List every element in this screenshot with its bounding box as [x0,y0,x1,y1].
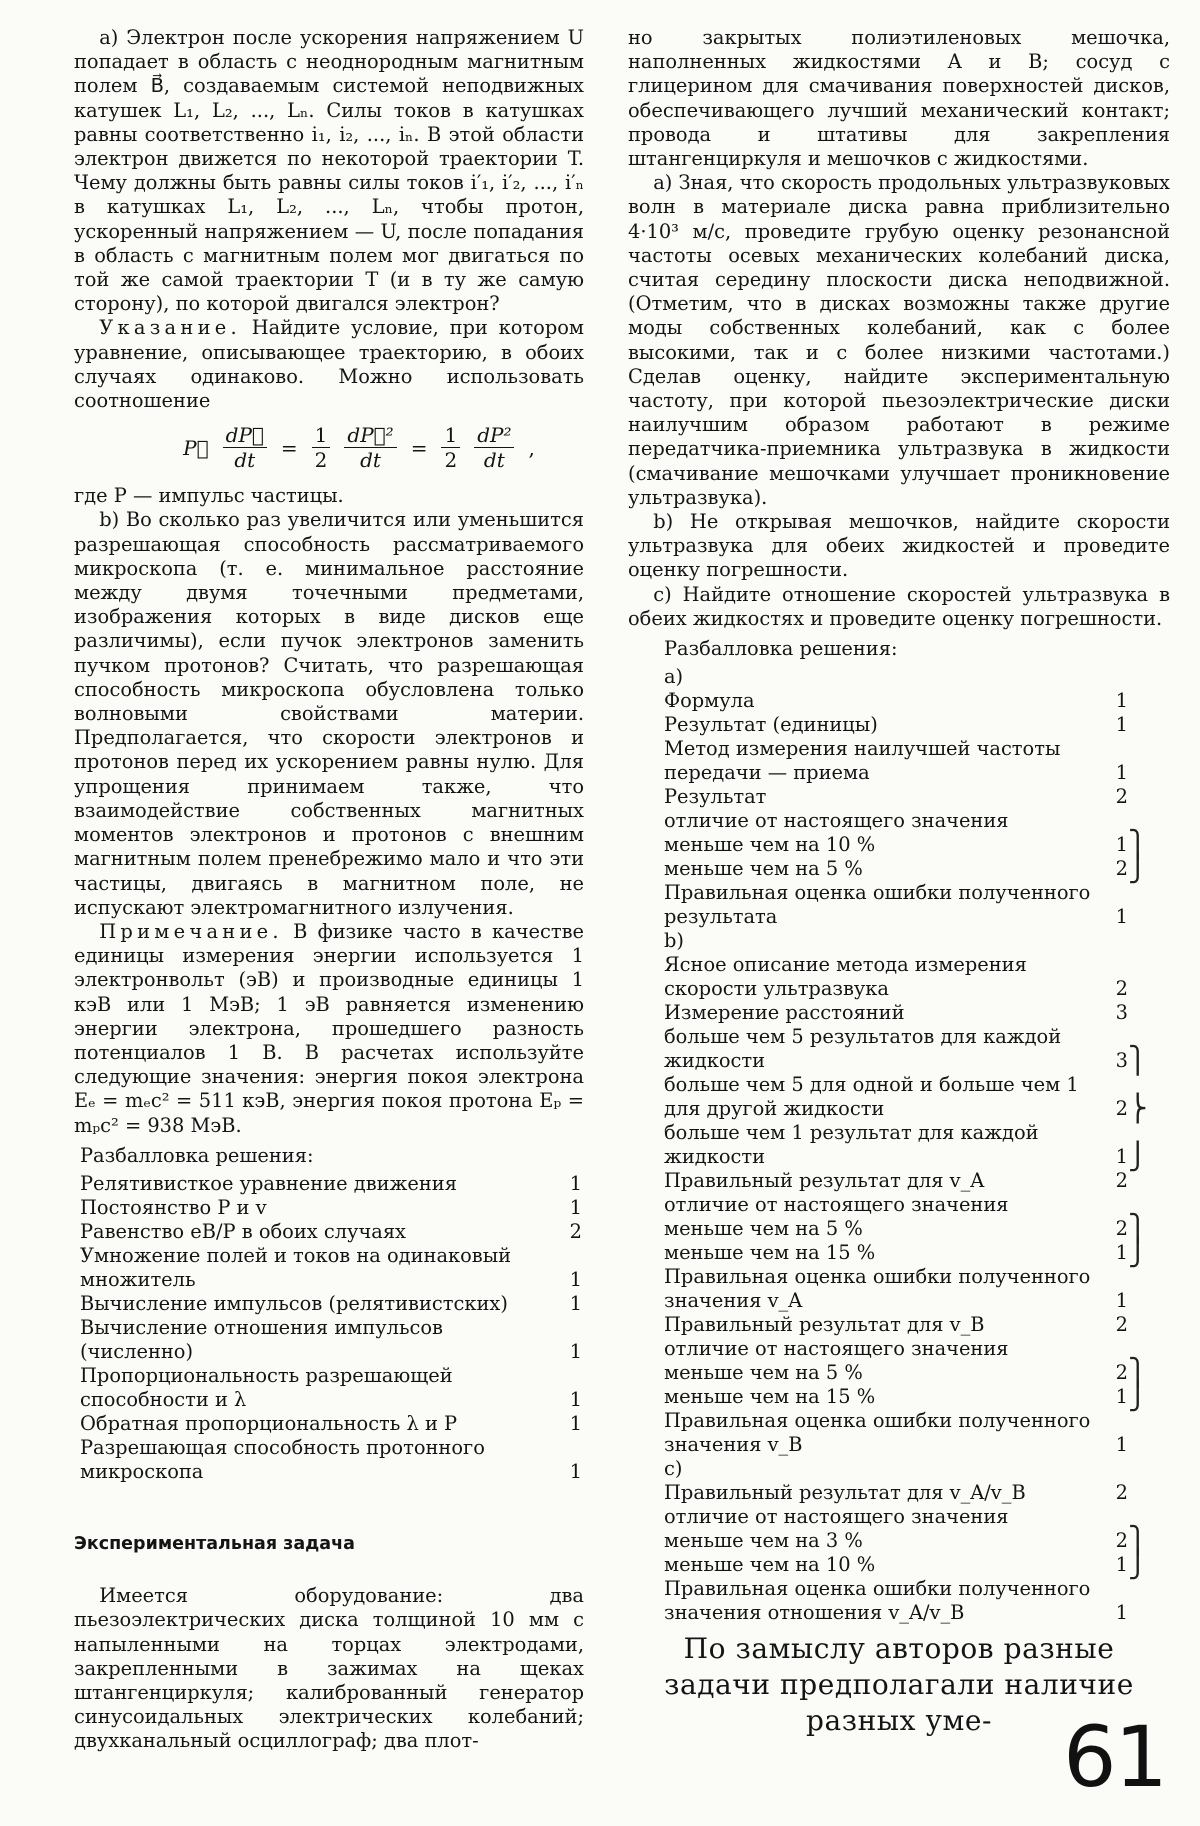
score-row-label: Формула [664,689,755,713]
score-row-label: Релятивисткое уравнение движения [80,1171,457,1195]
score-row-brace: ⎫ [1128,1358,1148,1389]
score-row [664,1553,1164,1577]
score-row-label: Вычисление отношения импульсов (численно) [80,1315,443,1363]
score-row-points: 1 [1115,833,1128,857]
score-row [664,953,1164,1001]
score-row [80,1364,582,1412]
score-row-brace [1128,1313,1164,1337]
score-row-points: 1 [569,1387,582,1411]
score-row [664,1025,1164,1073]
formula-eq-2: = [410,435,428,460]
score-row-label: Метод измерения наилучшей частоты передачи — приема [664,737,1061,785]
score-row [80,1196,582,1220]
formula-lhs-factor: P⃗ [183,435,209,460]
score-row-points: 2 [1115,1361,1128,1385]
score-row-label: a) [664,665,684,689]
score-row-points: 1 [1115,1241,1128,1265]
score-row [664,1121,1164,1169]
note-label: Примечание. [99,919,283,943]
score-row-brace [1128,689,1164,713]
score-row-points: 1 [569,1267,582,1291]
formula-f2-den: 2 [314,448,328,473]
score-row [664,1457,1164,1481]
formula-fraction-5 [474,423,514,472]
score-row [664,665,1164,689]
score-row [664,737,1164,785]
score-row-label: Ясное описание метода измерения скорости ультразвука [664,953,1027,1001]
right-column [628,26,1170,1739]
score-row-label: меньше чем на 15 % [664,1385,876,1409]
score-row-points: 1 [1115,905,1128,929]
score-row-label: Измерение расстояний [664,1001,905,1025]
score-row-points: 3 [1115,1001,1128,1025]
score-row [664,881,1164,929]
score-row-points: 2 [1115,1169,1128,1193]
score-row-points: 2 [1115,1529,1128,1553]
score-row-points: 1 [1115,761,1128,785]
score-row-label: больше чем 5 результатов для каждой жидкости [664,1025,1062,1073]
score-row [664,785,1164,809]
exp-part-a: а) Зная, что скорость продольных ультразвуковых волн в материале диска равна приблизительно 4·10³ м/с, проведите грубую оценку резонансной частоты осевых механических колебаний диска, считая середину плоскости диска неподвижной. (Отметим, что в дисках возможны также другие моды собственных колебаний, как с более высокими, так и с более низкими частотами.) Сделав оценку, найдите экспериментальную частоту, при которой пьезоэлектрические диски наилучшим образом работают в режиме передатчика-приемника ультразвука в жидкости (смачивание мешочками улучшает проникновение ультразвука). [628,171,1170,509]
score-row-brace: ⎫ [1128,1526,1148,1557]
page-number: 61 [1063,1708,1166,1806]
score-row-points: 1 [1115,1433,1128,1457]
formula-eq-1: = [280,435,298,460]
score-row-label: Результат (единицы) [664,713,878,737]
score-row [664,1385,1164,1409]
score-row-points: 1 [569,1339,582,1363]
score-row-brace [1128,665,1164,689]
score-row-label: меньше чем на 15 % [664,1241,876,1265]
experiment-paragraph: Имеется оборудование: два пьезоэлектрических диска толщиной 10 мм с напыленными на торцах электродами, закрепленными в зажимах на щеках штангенциркуля; калиброванный генератор синусоидальных электрических колебаний; двухканальный осциллограф; два плот- [74,1584,584,1753]
score-row-label: Разрешающая способность протонного микроскопа [80,1435,485,1483]
formula-f2-num: 1 [312,423,331,448]
score-row [80,1172,582,1196]
score-row-label: отличие от настоящего значения меньше чем на 5 % [664,1193,1009,1241]
score-row-brace [1128,1409,1164,1457]
score-row [80,1244,582,1292]
score-row-label: Равенство eB/P в обоих случаях [80,1219,406,1243]
exp-part-c: c) Найдите отношение скоростей ультразвука в обеих жидкостях и проведите оценку погрешности. [628,582,1170,630]
hint-text: Найдите условие, при котором уравнение, описывающее траекторию, в обоих случаях одинаково. Можно использовать соотношение [74,316,584,413]
score-row [664,1505,1164,1553]
score-row-points [1098,929,1128,953]
score-row-label: отличие от настоящего значения меньше чем на 10 % [664,809,1009,857]
score-row [664,929,1164,953]
formula-tail: , [528,435,535,460]
formula-f5-num: dP² [474,423,514,448]
score-row-label: Правильный результат для v_A [664,1169,985,1193]
score-row-brace: ⎫ [1128,1214,1148,1245]
score-row-label: c) [664,1457,683,1481]
formula-fraction-2 [312,423,331,472]
score-row-label: Правильная оценка ошибки полученного значения отношения v_A/v_B [664,1577,1091,1625]
problem-part-a: а) Электрон после ускорения напряжением U попадает в область с неоднородным магнитным полем B⃗, создаваемым системой неподвижных катушек L₁, L₂, ..., Lₙ. Силы токов в катушках равны соответственно i₁, i₂, ..., iₙ. В этой области электрон движется по некоторой траектории T. Чему должны быть равны силы токов i′₁, i′₂, ..., i′ₙ в катушках L₁, L₂, ..., Lₙ, чтобы протон, ускоренный напряжением — U, после попадания в область с магнитным полем мог двигаться по той же самой траектории T (и в ту же самую сторону), по которой двигался электрон? [74,26,584,316]
score-row [664,1073,1164,1121]
score-row-points: 1 [1115,689,1128,713]
score-row-points [1098,1457,1128,1481]
score-row-brace: ⎫ [1128,830,1148,861]
score-row-brace [1128,929,1164,953]
score-row-points: 1 [1115,1601,1128,1625]
score-row-points: 1 [1115,1145,1128,1169]
score-row-points: 2 [1115,857,1128,881]
score-row [664,1001,1164,1025]
score-row-brace: ⎭ [1128,1142,1148,1173]
continued-paragraph: но закрытых полиэтиленовых мешочка, наполненных жидкостями A и B; сосуд с глицерином для смачивания поверхностей дисков, обеспечивающего лучший механический контакт; провода и штативы для закрепления штангенциркуля и мешочков с жидкостями. [628,26,1170,171]
score-row-points: 1 [1115,713,1128,737]
score-row-label: Правильная оценка ошибки полученного значения v_A [664,1265,1091,1313]
score-row-points: 1 [569,1459,582,1483]
score-row-points [1098,665,1128,689]
score-row-brace [1128,1577,1164,1625]
score-row [664,1169,1164,1193]
formula-f4-den: 2 [444,448,458,473]
score-row-brace: ⎭ [1128,1550,1148,1581]
score-row [664,1193,1164,1241]
score-row-points: 2 [569,1219,582,1243]
right-score-title: Разбалловка решения: [664,637,898,661]
score-row-brace [1128,881,1164,929]
score-row-brace: ⎭ [1128,1382,1148,1413]
score-row-points: 2 [1115,1481,1128,1505]
exp-part-b: b) Не открывая мешочков, найдите скорости ультразвука для обеих жидкостей и проведите оценку погрешности. [628,510,1170,582]
score-row [80,1316,582,1364]
score-row-points: 1 [569,1171,582,1195]
score-row-label: Постоянство P и v [80,1195,267,1219]
section-heading: Экспериментальная задача [74,1533,355,1554]
score-row-brace [1128,1265,1164,1313]
score-row [664,1265,1164,1313]
score-row-label: Вычисление импульсов (релятивистских) [80,1291,508,1315]
score-row-brace [1128,953,1164,1001]
score-row-label: Правильный результат для v_B [664,1313,985,1337]
score-row-label: Правильный результат для v_A/v_B [664,1481,1026,1505]
score-row-points: 1 [569,1291,582,1315]
score-row-brace [1128,737,1164,785]
score-row-brace [1128,1457,1164,1481]
formula-fraction-1 [223,423,267,472]
score-row [664,713,1164,737]
formula-fraction-4 [441,423,460,472]
score-row-points: 1 [1115,1385,1128,1409]
score-row-points: 2 [1115,1313,1128,1337]
score-row-label: b) [664,929,684,953]
score-row-label: Пропорциональность разрешающей способности и λ [80,1363,453,1411]
right-score-table [664,665,1164,1625]
score-row-points: 2 [1115,977,1128,1001]
score-row-brace: ⎫ [1128,1046,1148,1077]
score-row [664,1313,1164,1337]
score-row-label: отличие от настоящего значения меньше чем на 3 % [664,1505,1009,1553]
score-row-brace [1128,1481,1164,1505]
score-row-points: 2 [1115,1097,1128,1121]
score-row [664,1409,1164,1457]
score-row-points: 1 [1115,1289,1128,1313]
score-row-label: меньше чем на 5 % [664,857,863,881]
score-row [664,1241,1164,1265]
score-row-label: Результат [664,785,767,809]
score-row-points: 1 [1115,1553,1128,1577]
formula [134,423,584,472]
score-row [664,1481,1164,1505]
score-row-brace [1128,785,1164,809]
score-row-points: 1 [569,1411,582,1435]
score-row-points: 2 [1115,1217,1128,1241]
score-row-points: 2 [1115,785,1128,809]
left-score-title: Разбалловка решения: [80,1143,314,1167]
score-row [80,1220,582,1244]
note-text: В физике часто в качестве единицы измерения энергии используется 1 электронвольт (эВ) и производные единицы 1 кэВ или 1 МэВ; 1 эВ равняется изменению энергии электрона, прошедшего разность потенциалов 1 В. В расчетах используйте следующие значения: энергия покоя электрона Eₑ = mₑc² = 511 кэВ, энергия покоя протона Eₚ = mₚc² = 938 МэВ. [74,919,584,1137]
score-row [80,1436,582,1484]
formula-fraction-3 [344,423,396,472]
score-row [80,1412,582,1436]
score-row-brace [1128,713,1164,737]
problem-part-b: b) Во сколько раз увеличится или уменьшится разрешающая способность рассматриваемого микроскопа (т. е. минимальное расстояние между двумя точечными предметами, изображения которых в виде дисков еще различимы), если пучок электронов заменить пучком протонов? Считать, что разрешающая способность микроскопа обусловлена только волновыми свойствами материи. Предполагается, что скорости электронов и протонов перед их ускорением равны нулю. Для упрощения принимаем также, что взаимодействие собственных магнитных моментов электронов и протонов с внешним магнитным полем пренебрежимо мало и что эти частицы, двигаясь в магнитном поле, не испускают электромагнитного излучения. [74,508,584,919]
formula-f1-den: dt [234,448,256,473]
left-score-table [80,1172,582,1484]
closing-large-text: По замыслу авторов разные задачи предполагали наличие разных уме- [664,1632,1134,1738]
formula-f5-den: dt [483,448,505,473]
score-row-brace: ⎬ [1128,1094,1148,1125]
score-row-label: Правильная оценка ошибки полученного значения v_B [664,1409,1091,1457]
score-row [664,689,1164,713]
score-row-points: 1 [569,1195,582,1219]
score-row-brace: ⎭ [1128,1238,1148,1269]
score-row-label: отличие от настоящего значения меньше чем на 5 % [664,1337,1009,1385]
score-row [664,857,1164,881]
left-column [74,26,584,1754]
hint-label: Указание. [99,316,241,340]
score-row-points: 3 [1115,1049,1128,1073]
score-row [80,1292,582,1316]
formula-f4-num: 1 [441,423,460,448]
score-row-brace: ⎭ [1128,854,1148,885]
score-row-label: Обратная пропорциональность λ и P [80,1411,458,1435]
score-row-brace [1128,1169,1164,1193]
score-row-label: Умножение полей и токов на одинаковый множитель [80,1243,512,1291]
score-row [664,1577,1164,1625]
score-row [664,809,1164,857]
score-row-brace [1128,1001,1164,1025]
formula-f1-num: dP⃗ [223,423,267,448]
hint-paragraph [74,316,584,413]
score-row-label: Правильная оценка ошибки полученного результата [664,881,1091,929]
score-row-label: больше чем 5 для одной и больше чем 1 для другой жидкости [664,1073,1079,1121]
score-row-label: больше чем 1 результат для каждой жидкости [664,1121,1039,1169]
formula-f3-num: dP⃗² [344,423,396,448]
score-row [664,1337,1164,1385]
where-line: где P — импульс частицы. [74,484,344,508]
note-paragraph [74,920,584,1138]
score-row-label: меньше чем на 10 % [664,1553,876,1577]
formula-f3-den: dt [360,448,381,473]
